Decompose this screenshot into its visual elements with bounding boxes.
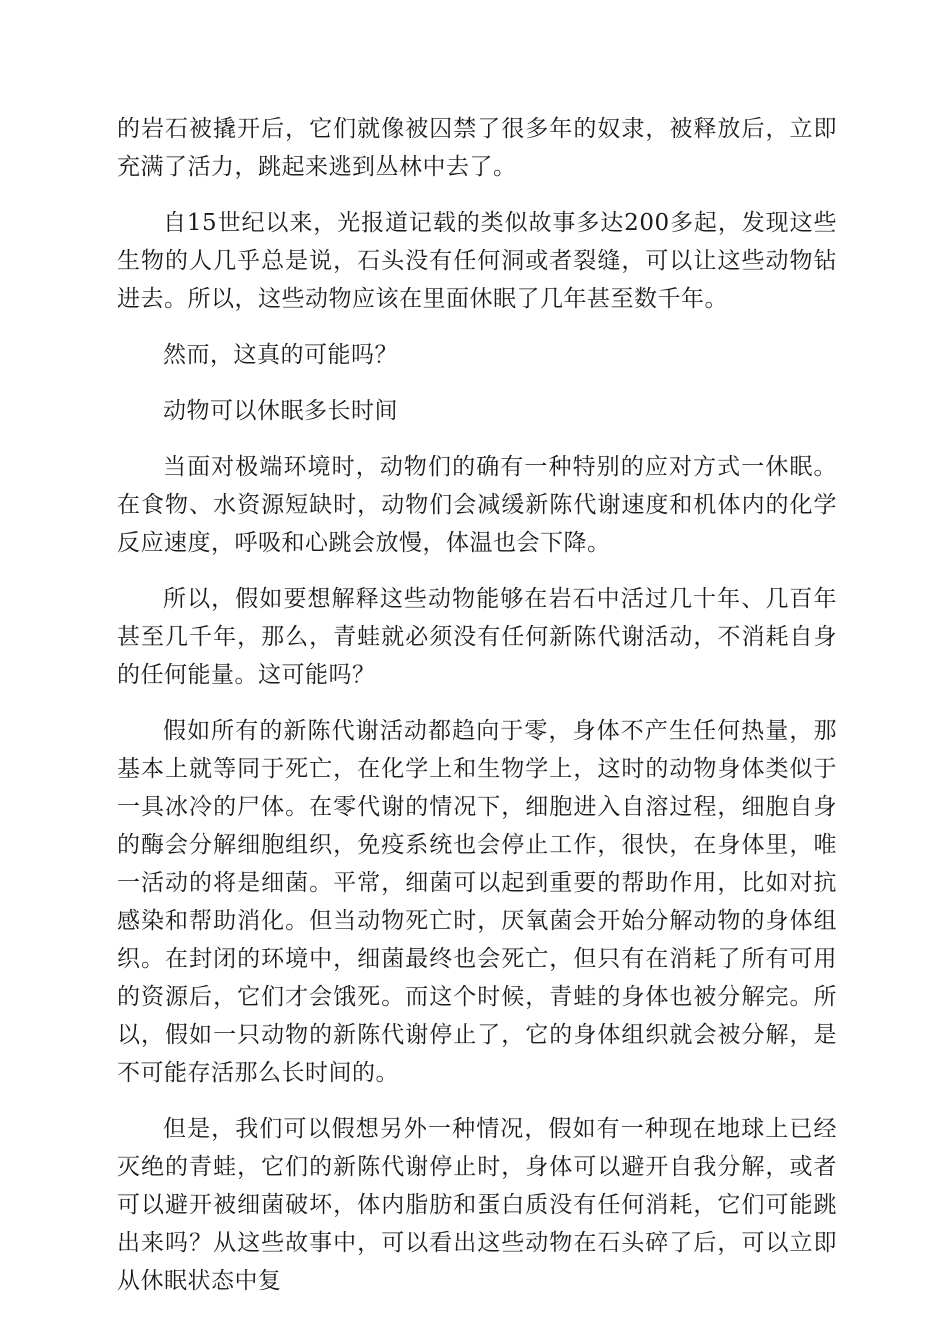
paragraph: 然而，这真的可能吗？: [163, 342, 398, 368]
paragraph: 自15世纪以来，光报道记载的类似故事多达200多起，发现这些生物的人几乎总是说，石头没有任何洞或者裂缝，可以让这些动物钻进去。所以，这些动物应该在里面休眠了几年甚至数千年。: [117, 210, 837, 312]
paragraph: 假如所有的新陈代谢活动都趋向于零，身体不产生任何热量，那基本上就等同于死亡，在化学上和生物学上，这时的动物身体类似于一具冰冷的尸体。在零代谢的情况下，细胞进入自溶过程，细胞自身的酶会分解细胞组织，免疫系统也会停止工作，很快，在身体里，唯一活动的将是细菌。平常，细菌可以起到重要的帮助作用，比如对抗感染和帮助消化。但当动物死亡时，厌氧菌会开始分解动物的身体组织。在封闭的环境中，细菌最终也会死亡，但只有在消耗了所有可用的资源后，它们才会饿死。而这个时候，青蛙的身体也被分解完。所以，假如一只动物的新陈代谢停止了，它的身体组织就会被分解，是不可能存活那么长时间的。: [117, 718, 837, 1086]
document-body: [117, 110, 837, 1318]
paragraph: 所以，假如要想解释这些动物能够在岩石中活过几十年、几百年甚至几千年，那么，青蛙就必须没有任何新陈代谢活动，不消耗自身的任何能量。这可能吗？: [117, 586, 837, 688]
paragraph: 但是，我们可以假想另外一种情况，假如有一种现在地球上已经灭绝的青蛙，它们的新陈代谢停止时，身体可以避开自我分解，或者可以避开被细菌破坏，体内脂肪和蛋白质没有任何消耗，它们可能跳出来吗？从这些故事中，可以看出这些动物在石头碎了后，可以立即从休眠状态中复: [117, 1116, 837, 1294]
paragraph: 的岩石被撬开后，它们就像被囚禁了很多年的奴隶，被释放后，立即充满了活力，跳起来逃到丛林中去了。: [117, 116, 837, 180]
section-heading: 动物可以休眠多长时间: [163, 398, 398, 424]
paragraph: 当面对极端环境时，动物们的确有一种特别的应对方式一休眠。在食物、水资源短缺时，动物们会减缓新陈代谢速度和机体内的化学反应速度，呼吸和心跳会放慢，体温也会下降。: [117, 454, 837, 556]
